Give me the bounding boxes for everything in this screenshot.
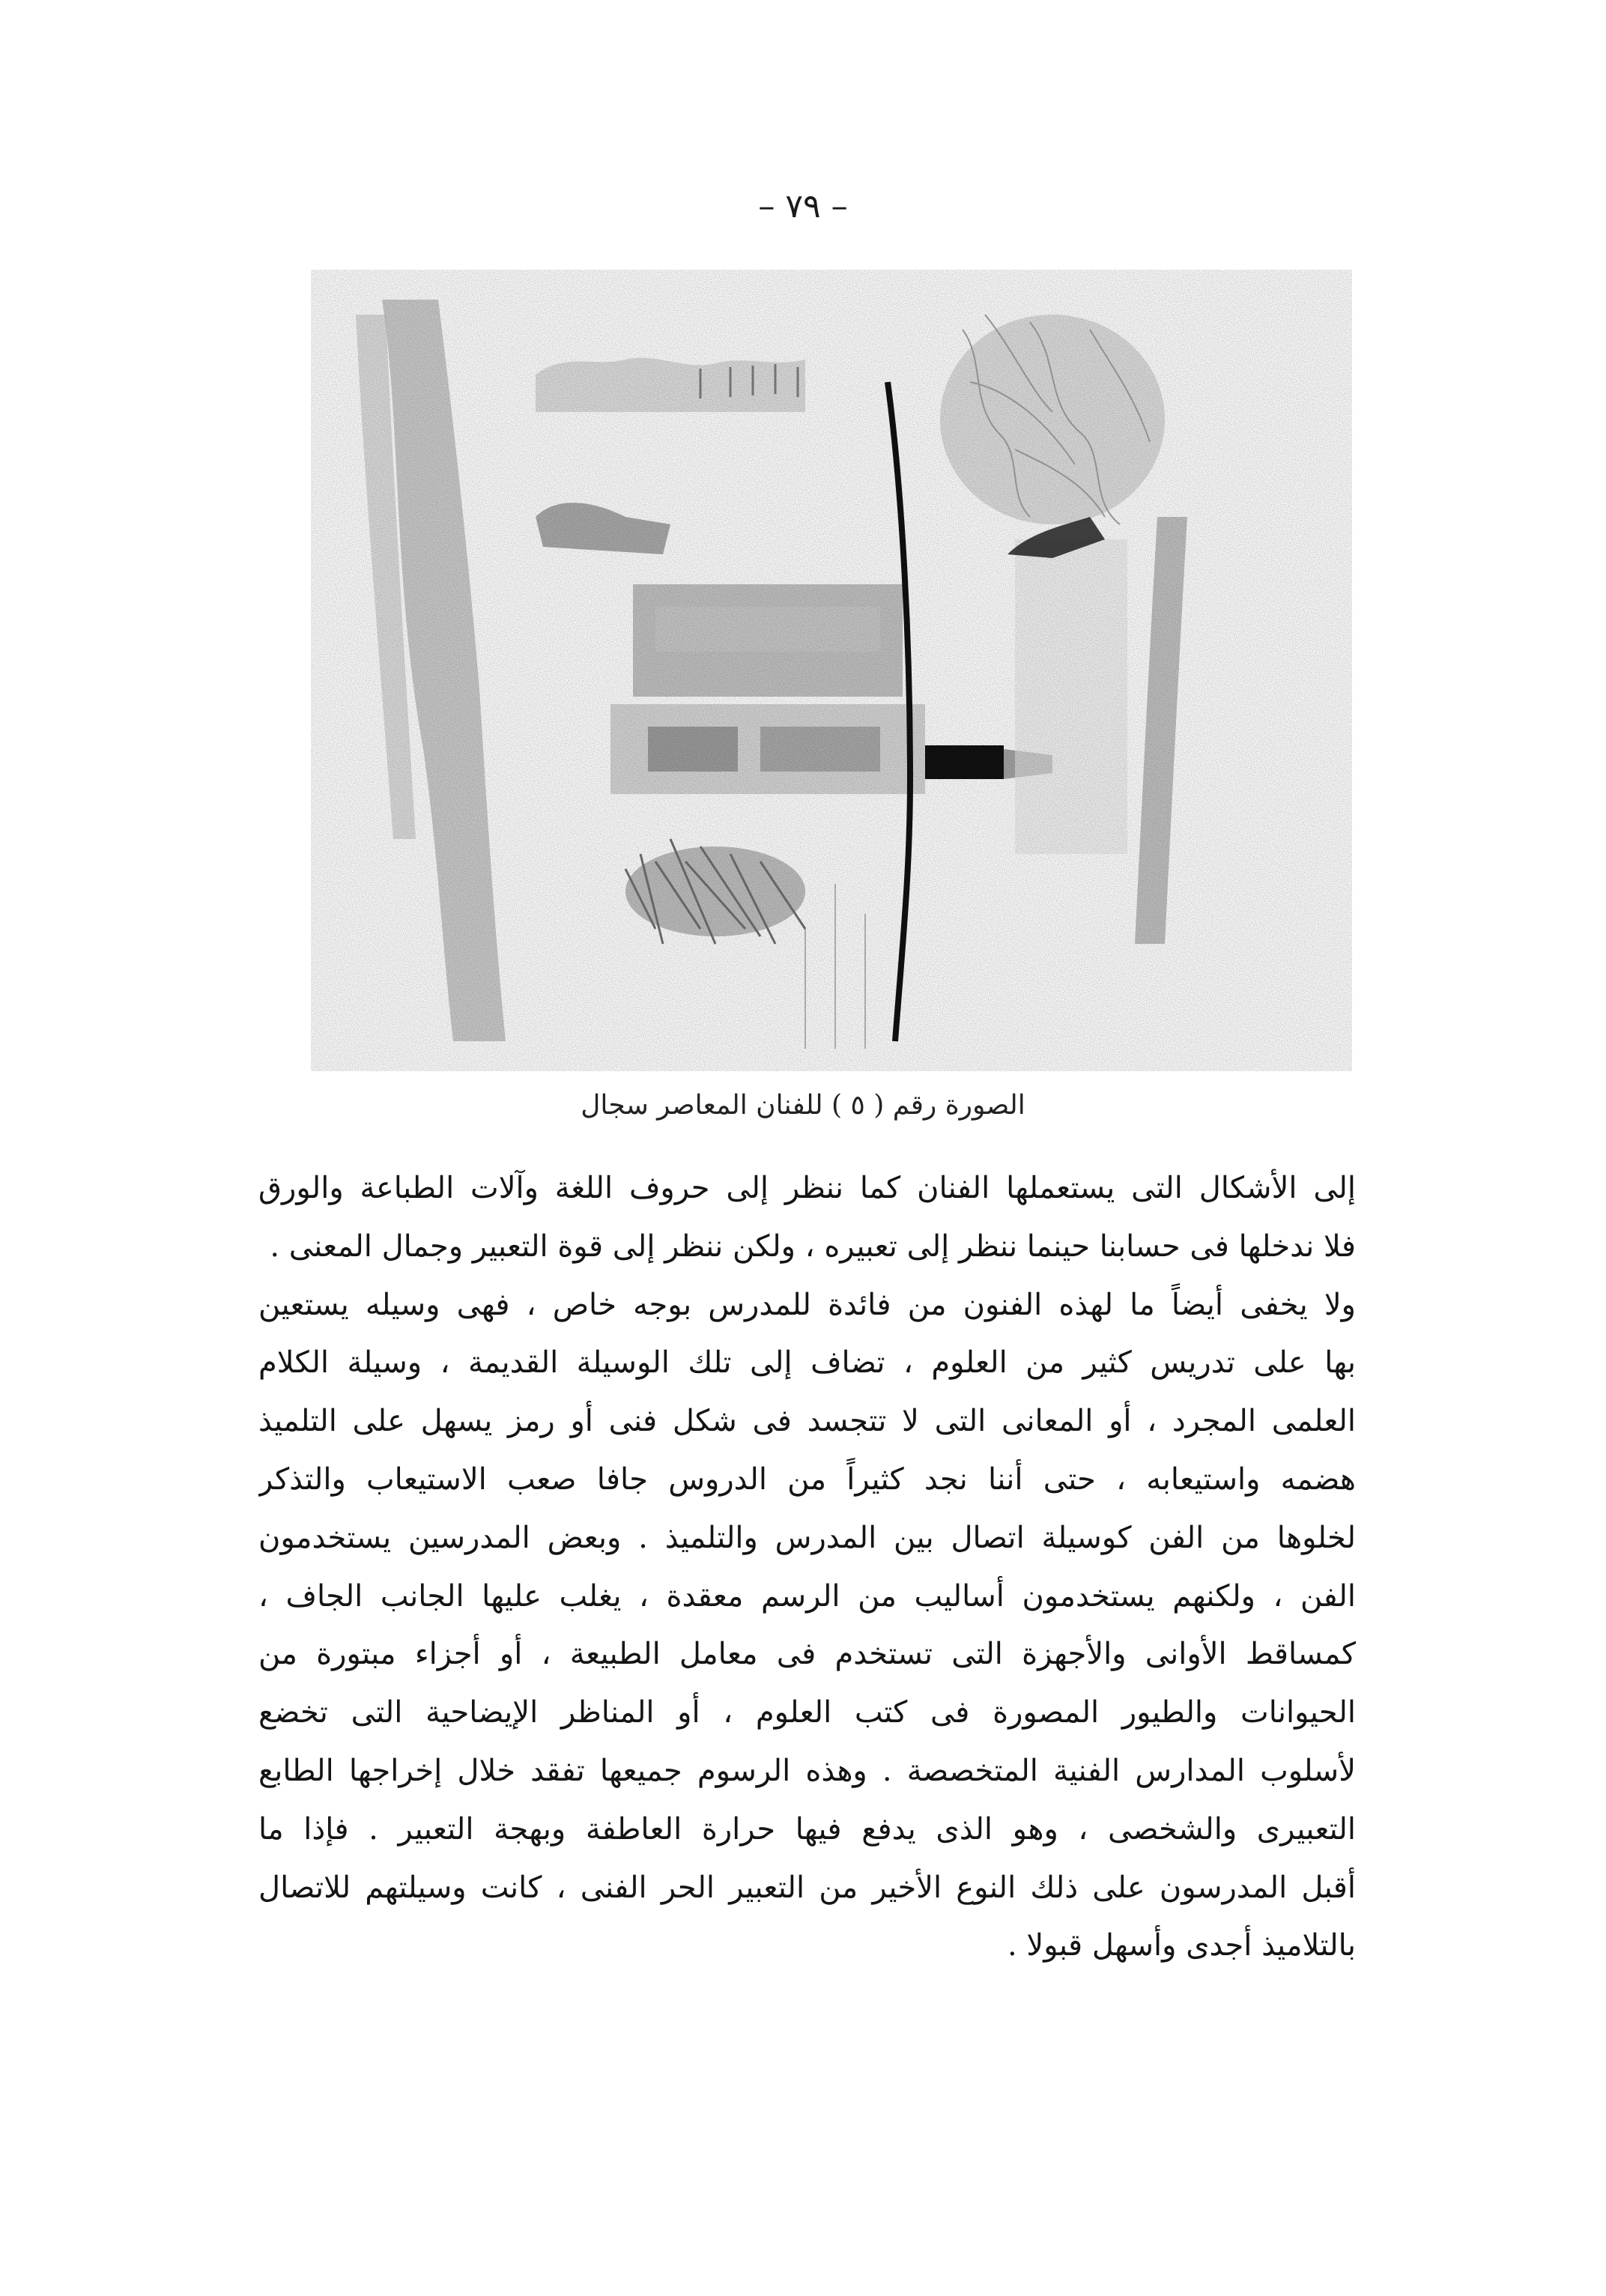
- text-line: ولا يخفى أيضاً ما لهذه الفنون من فائدة للمدرس بوجه خاص ، فهى وسيله يستعين: [258, 1287, 1356, 1322]
- sketch-drawing: [311, 270, 1352, 1071]
- text-line: لخلوها من الفن كوسيلة اتصال بين المدرس والتلميذ . وبعض المدرسين يستخدمون: [258, 1520, 1356, 1555]
- figure-illustration: [311, 270, 1352, 1071]
- text-line: العلمى المجرد ، أو المعانى التى لا تتجسد فى شكل فنى أو رمز يسهل على التلميذ: [258, 1404, 1356, 1439]
- text-line: الفن ، ولكنهم يستخدمون أساليب من الرسم معقدة ، يغلب عليها الجانب الجاف ،: [258, 1578, 1356, 1614]
- text-line: لأسلوب المدارس الفنية المتخصصة . وهذه الرسوم جميعها تفقد خلال إخراجها الطابع: [258, 1753, 1356, 1788]
- text-line: الحيوانات والطيور المصورة فى كتب العلوم ، أو المناظر الإيضاحية التى تخضع: [258, 1695, 1356, 1730]
- text-line: كمساقط الأوانى والأجهزة التى تستخدم فى معامل الطبيعة ، أو أجزاء مبتورة من: [258, 1637, 1356, 1672]
- text-line: هضمه واستيعابه ، حتى أننا نجد كثيراً من الدروس جافا صعب الاستيعاب والتذكر: [258, 1461, 1356, 1497]
- text-line: أقبل المدرسون على ذلك النوع الأخير من التعبير الحر الفنى ، كانت وسيلتهم للاتصال: [258, 1870, 1356, 1905]
- figure-caption: الصورة رقم ( ٥ ) للفنان المعاصر سجال: [581, 1090, 1025, 1121]
- text-line: بها على تدريس كثير من العلوم ، تضاف إلى تلك الوسيلة القديمة ، وسيلة الكلام: [258, 1345, 1356, 1381]
- text-line: فلا ندخلها فى حسابنا حينما ننظر إلى تعبيره ، ولكن ننظر إلى قوة التعبير وجمال المعنى .: [270, 1229, 1356, 1264]
- page-number: – ٧٩ –: [758, 187, 848, 225]
- text-line: التعبيرى والشخصى ، وهو الذى يدفع فيها حرارة العاطفة وبهجة التعبير . فإذا ما: [258, 1811, 1356, 1847]
- text-line: إلى الأشكال التى يستعملها الفنان كما ننظر إلى حروف اللغة وآلات الطباعة والورق: [258, 1171, 1356, 1205]
- text-line: بالتلاميذ أجدى وأسهل قبولا .: [1007, 1928, 1356, 1963]
- body-text: [258, 1160, 1356, 1975]
